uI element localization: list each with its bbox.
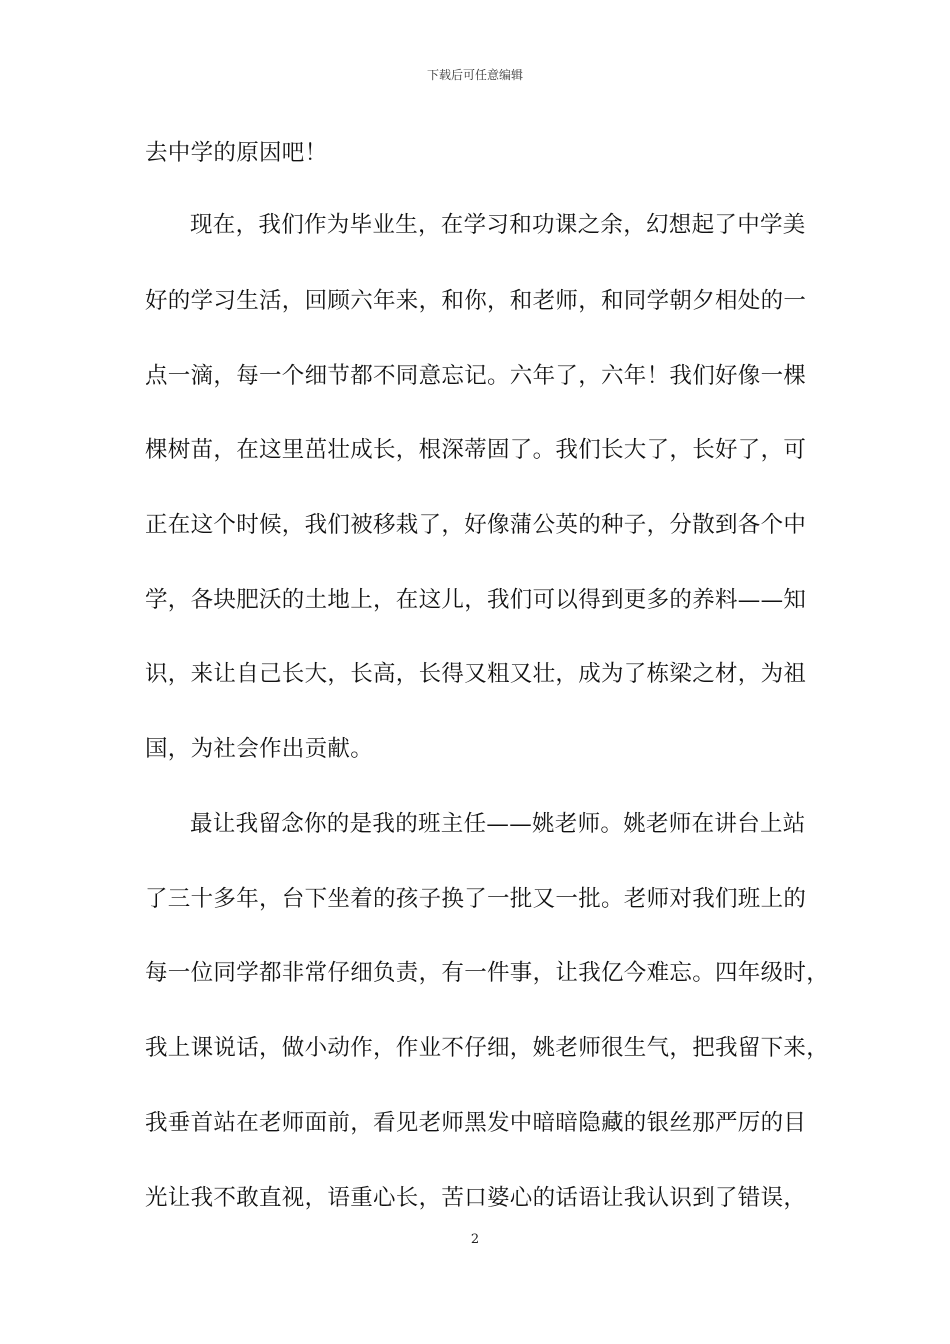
page-header-note: 下载后可任意编辑 xyxy=(426,68,523,82)
paragraph-line: 好的学习生活，回顾六年来，和你，和老师，和同学朝夕相处的一 xyxy=(145,288,807,314)
paragraph-line: 现在，我们作为毕业生，在学习和功课之余，幻想起了中学美 xyxy=(190,212,806,238)
paragraph-line: 光让我不敢直视，语重心长，苦口婆心的话语让我认识到了错误， xyxy=(145,1185,807,1211)
paragraph-line: 正在这个时候，我们被移栽了，好像蒲公英的种子，分散到各个中 xyxy=(145,512,807,538)
paragraph-line: 去中学的原因吧！ xyxy=(145,140,328,166)
paragraph-line: 识，来让自己长大，长高，长得又粗又壮，成为了栋梁之材，为祖 xyxy=(145,661,807,687)
paragraph-line: 最让我留念你的是我的班主任——姚老师。姚老师在讲台上站 xyxy=(190,811,806,837)
paragraph-line: 了三十多年，台下坐着的孩子换了一批又一批。老师对我们班上的 xyxy=(145,886,807,912)
paragraph-line: 棵树苗，在这里茁壮成长，根深蒂固了。我们长大了，长好了，可 xyxy=(145,437,807,463)
paragraph-line: 我上课说话，做小动作，作业不仔细，姚老师很生气，把我留下来， xyxy=(145,1035,830,1061)
paragraph-line: 我垂首站在老师面前，看见老师黑发中暗暗隐藏的银丝那严厉的目 xyxy=(145,1110,807,1136)
paragraph-line: 点一滴，每一个细节都不同意忘记。六年了，六年！我们好像一棵 xyxy=(145,363,807,389)
paragraph-line: 每一位同学都非常仔细负责，有一件事，让我亿今难忘。四年级时， xyxy=(145,960,830,986)
paragraph-line: 学，各块肥沃的土地上，在这儿，我们可以得到更多的养料——知 xyxy=(145,587,807,613)
paragraph-line: 国，为社会作出贡献。 xyxy=(145,736,374,762)
page-number: 2 xyxy=(470,1232,480,1247)
